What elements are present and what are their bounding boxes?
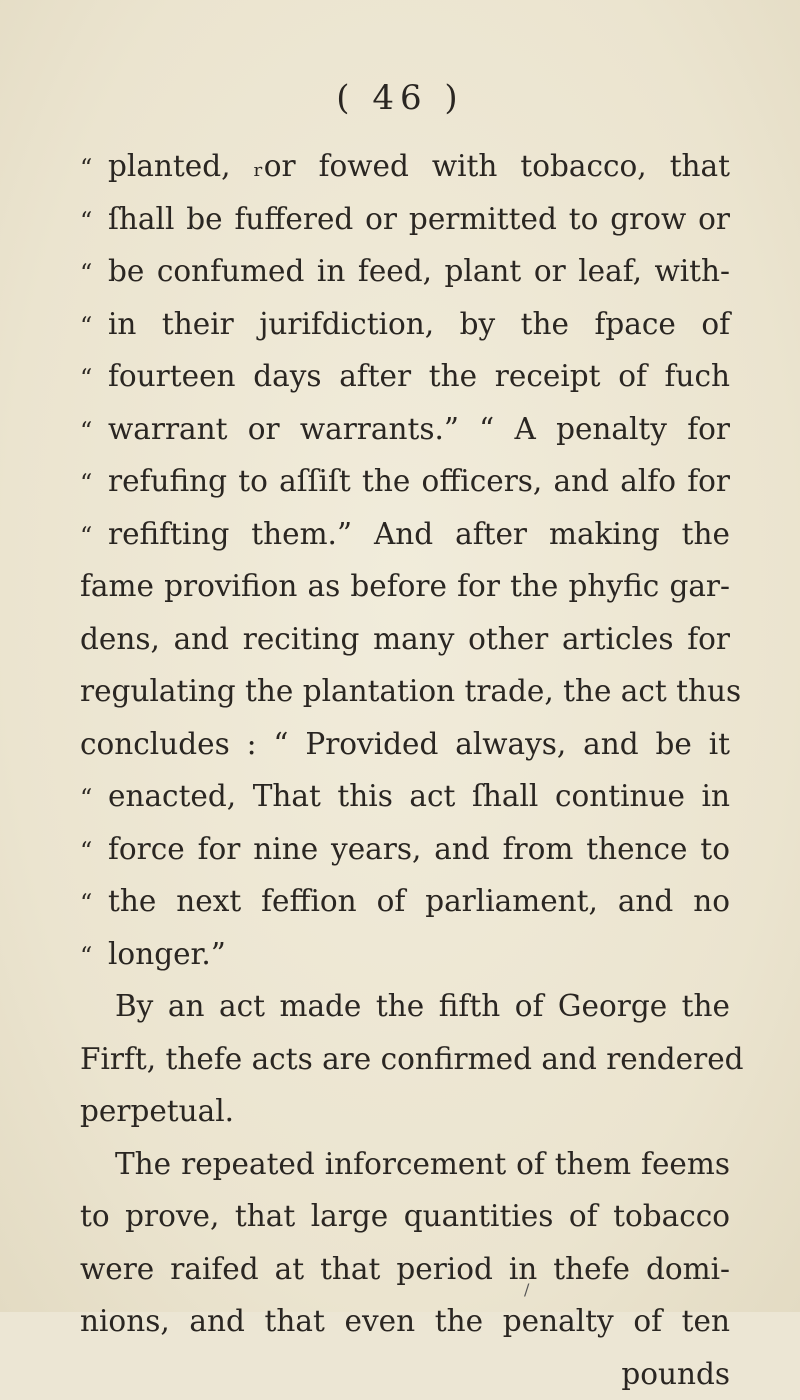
margin-mark: /: [524, 1280, 529, 1299]
line-text: pounds: [621, 1357, 730, 1391]
text-line: [80, 560, 730, 613]
text-line: [80, 455, 730, 508]
text-line: [80, 193, 730, 246]
line-text: By an act made the fifth of George the: [115, 989, 730, 1023]
line-text: dens, and reciting many other articles for: [80, 622, 730, 656]
line-text: force for nine years, and from thence to: [108, 832, 730, 866]
text-line: [80, 665, 730, 718]
text-line: [80, 298, 730, 351]
line-text: The repeated inforcement of them feems: [115, 1147, 730, 1181]
quote-mark: “: [80, 457, 108, 510]
quote-mark: “: [80, 510, 108, 563]
page-number-header: ( 46 ): [0, 78, 800, 118]
line-text: fourteen days after the receipt of fuch: [108, 359, 730, 393]
line-text: concludes : “ Provided always, and be it: [80, 727, 730, 761]
text-line: [80, 1348, 730, 1400]
text-line: [80, 1033, 730, 1086]
text-line: [80, 613, 730, 666]
quote-mark: “: [80, 825, 108, 878]
line-text: regulating the plantation trade, the act thus: [80, 674, 741, 708]
text-line: [80, 403, 730, 456]
line-text: ſhall be fuffered or permitted to grow or: [108, 202, 730, 236]
line-text: to prove, that large quantities of tobacco: [80, 1199, 730, 1233]
quote-mark: “: [80, 247, 108, 300]
text-line: [80, 928, 730, 981]
text-line: [80, 770, 730, 823]
line-text: refifting them.” And after making the: [108, 517, 730, 551]
quote-mark: “: [80, 877, 108, 930]
text-line: [80, 718, 730, 771]
line-text: fame provifion as before for the phyfic gar-: [80, 569, 730, 603]
line-text: perpetual.: [80, 1094, 234, 1128]
quote-mark: “: [80, 930, 108, 983]
text-line: [80, 508, 730, 561]
quote-mark: “: [80, 195, 108, 248]
text-line: [80, 350, 730, 403]
line-text: warrant or warrants.” “ A penalty for: [108, 412, 730, 446]
line-text: longer.”: [108, 937, 226, 971]
quote-mark: “: [80, 405, 108, 458]
line-text: nions, and that even the penalty of ten: [80, 1304, 730, 1338]
text-line: [80, 1085, 730, 1138]
quote-mark: “: [80, 142, 108, 195]
line-text: were raifed at that period in thefe domi-: [80, 1252, 730, 1286]
quote-mark: “: [80, 352, 108, 405]
text-line: [80, 1190, 730, 1243]
text-line: [80, 1138, 730, 1191]
text-line: [80, 875, 730, 928]
line-text: refufing to aſſiſt the officers, and alfo for: [108, 464, 730, 498]
text-line: [80, 980, 730, 1033]
quote-mark: “: [80, 772, 108, 825]
text-line: [80, 1295, 730, 1348]
line-text: be confumed in feed, plant or leaf, with-: [108, 254, 730, 288]
line-text: enacted, That this act ſhall continue in: [108, 779, 730, 813]
line-text: in their jurifdiction, by the fpace of: [108, 307, 730, 341]
body-text: [80, 140, 730, 1400]
text-line: [80, 1243, 730, 1296]
text-line: [80, 140, 730, 193]
line-text: planted, ᵣor fowed with tobacco, that: [108, 149, 730, 183]
text-line: [80, 823, 730, 876]
line-text: Firft, thefe acts are confirmed and rendered: [80, 1042, 744, 1076]
text-line: [80, 245, 730, 298]
line-text: the next feffion of parliament, and no: [108, 884, 730, 918]
quote-mark: “: [80, 300, 108, 353]
